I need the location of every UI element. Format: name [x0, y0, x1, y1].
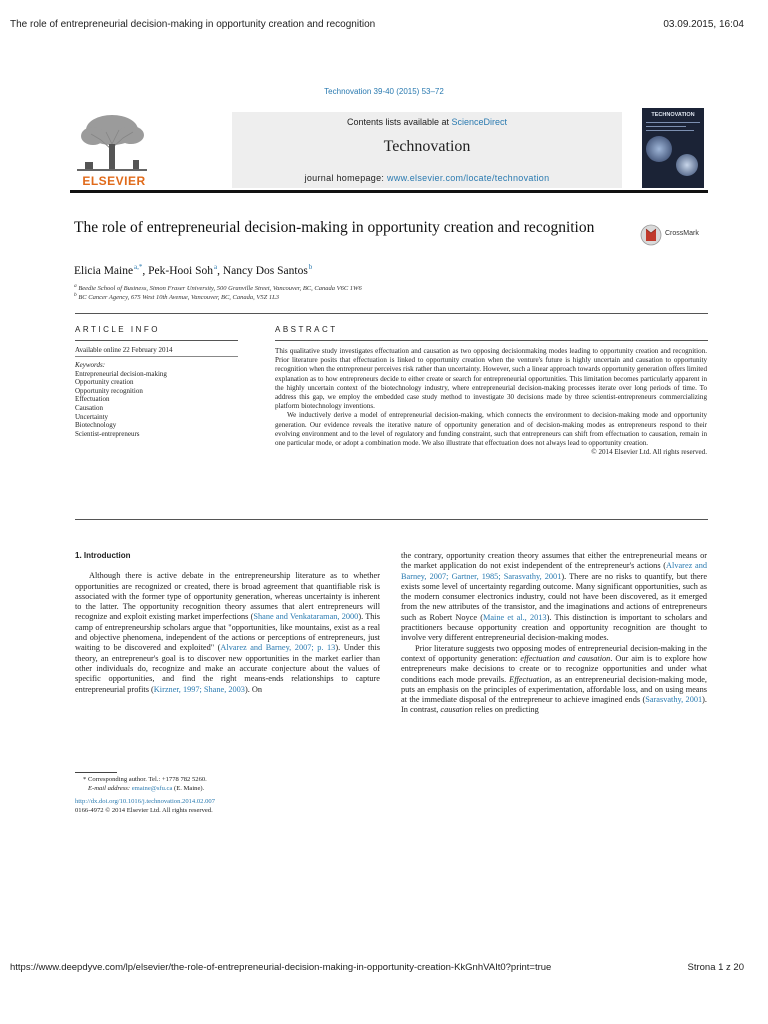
print-footer-page: Strona 1 z 20: [687, 962, 744, 973]
body-text: the contrary, opportunity creation theory assumes that either the entrepreneurial means or the market application do not exist independent of the entrepreneur's actions (: [401, 551, 707, 571]
keywords-block: [75, 361, 167, 438]
abstract-paragraph: This qualitative study investigates effectuation and causation as two opposing decisionmaking modes leading to opportunity creation and recognition. Prior literature posits that effectuation is linked to opportunity creation when the venture's future is highly uncertain and causation to opportunity recognition when the entrepreneur perceives risk rather than uncertainty. However, such a linear approach towards opportunity generation offers limited explanation as to how entrepreneurs decide to either create or search for entrepreneurial opportunities. This limitation becomes particularly apparent in the highly uncertain context of the biotechnology industry, where entrepreneurial decision-making processes iterate over long periods of time. To address this gap, we employ the embedded case study method to investigate 30 decisions made by three scientist-entrepreneurs commercializing platform biotechnology inventions.: [275, 347, 707, 411]
author-mark[interactable]: a,*: [134, 263, 143, 271]
affiliation-mark: b: [74, 292, 77, 298]
journal-reference[interactable]: Technovation 39-40 (2015) 53–72: [324, 87, 444, 96]
citation-link[interactable]: Maine et al., 2013: [483, 612, 547, 622]
print-footer-url: https://www.deepdyve.com/lp/elsevier/the-role-of-entrepreneurial-decision-making-in-opportunity-creation-KkGnhVAIt0?print=true: [10, 962, 552, 973]
body-text: Prior literature suggests two opposing modes of entrepreneurial decision-making in the context of opportunity generation:: [401, 643, 707, 663]
body-text-italic: causation: [440, 705, 473, 715]
masthead-rule: [70, 190, 708, 193]
abstract-rule: [275, 340, 708, 341]
citation-link[interactable]: Alvarez and Barney, 2007; Gartner, 1985; Sarasvathy, 2001: [401, 561, 708, 581]
body-text: relies on predicting: [472, 705, 539, 715]
affiliation-text: Beedie School of Business, Simon Fraser University, 500 Granville Street, Vancouver, BC, Canada V6C 1W6: [78, 285, 362, 293]
crossmark-badge[interactable]: [640, 224, 710, 246]
citation-link[interactable]: Alvarez and Barney, 2007; p. 13: [220, 643, 336, 653]
author-name: Elicia Maine: [74, 264, 134, 277]
body-text-italic: effectuation and causation: [520, 653, 611, 663]
corresponding-author: * Corresponding author. Tel.: +1778 782 5260.: [83, 776, 207, 783]
keyword: Causation: [75, 403, 103, 412]
citation-link[interactable]: Shane and Venkataraman, 2000: [253, 612, 359, 622]
crossmark-label: CrossMark: [665, 230, 699, 237]
crossmark-icon: [640, 224, 662, 246]
homepage-line: [232, 173, 622, 183]
abstract-text: [275, 347, 707, 457]
article-title: The role of entrepreneurial decision-making in opportunity creation and recognition: [74, 219, 595, 236]
journal-masthead: [70, 108, 708, 192]
affiliation-text: BC Cancer Agency, 675 West 10th Avenue, Vancouver, BC, Canada, V5Z 1L3: [78, 294, 279, 302]
body-text-italic: Effectuation: [509, 674, 550, 684]
keyword: Uncertainty: [75, 412, 109, 421]
publisher-wordmark: ELSEVIER: [82, 174, 146, 188]
sciencedirect-link[interactable]: ScienceDirect: [451, 117, 508, 127]
abstract-heading: ABSTRACT: [275, 325, 338, 334]
citation-link[interactable]: Kirzner, 1997; Shane, 2003: [153, 684, 245, 694]
doi-link[interactable]: http://dx.doi.org/10.1016/j.technovation.2014.02.007: [75, 798, 215, 805]
email-line: [75, 784, 380, 793]
keyword: Effectuation: [75, 395, 110, 404]
body-paragraph: [401, 644, 707, 716]
section-heading: 1. Introduction: [75, 551, 131, 560]
author-list: Elicia Maine $^{a,*}$, Pek-Hooi Soh $^a$, Nancy Dos Santos $^b$: [74, 263, 313, 277]
author-name: Pek-Hooi Soh: [148, 264, 214, 277]
print-header-title: The role of entrepreneurial decision-making in opportunity creation and recognition: [10, 19, 376, 30]
body-column-left: [75, 551, 380, 695]
abstract-bottom-rule: [75, 519, 708, 520]
body-text: . Our aim is to explore how entrepreneurs make decisions to create or to recognize opportunities and under what conditions each mode prevails.: [401, 653, 707, 684]
keywords-label: Keywords:: [75, 361, 106, 369]
article-info-rule: [75, 340, 238, 341]
journal-cover-image: [642, 108, 704, 188]
homepage-link[interactable]: www.elsevier.com/locate/technovation: [387, 173, 550, 183]
footnotes: [75, 775, 380, 815]
section-rule: [75, 313, 708, 314]
keyword: Entrepreneurial decision-making: [75, 369, 167, 378]
keyword: Opportunity recognition: [75, 386, 143, 395]
abstract-copyright: © 2014 Elsevier Ltd. All rights reserved.: [591, 448, 707, 457]
homepage-prefix: journal homepage:: [304, 173, 388, 183]
print-header-datetime: 03.09.2015, 16:04: [663, 19, 744, 30]
email-label: E-mail address:: [88, 785, 132, 792]
body-column-right: [401, 551, 707, 716]
contents-line: [232, 117, 622, 127]
body-text: ). This distinction is important to scholars and practitioners because opportunity creation and opportunity recognition are thought to involve very different entrepreneurial decision-making modes.: [401, 612, 707, 643]
journal-name: Technovation: [383, 138, 471, 155]
cover-title: TECHNOVATION: [651, 112, 695, 118]
article-info-divider: [75, 356, 238, 357]
footnote-rule: [75, 772, 117, 773]
email-link[interactable]: emaine@sfu.ca: [131, 785, 173, 792]
journal-banner: [232, 112, 622, 188]
body-text: ). On: [244, 684, 263, 694]
contents-prefix: Contents lists available at: [346, 117, 452, 127]
author-name: Nancy Dos Santos: [222, 264, 308, 277]
article-info-heading: ARTICLE INFO: [75, 325, 160, 334]
body-text: ). In contrast,: [401, 695, 707, 715]
affiliation-mark: a: [74, 283, 77, 289]
body-paragraph: [75, 571, 380, 695]
body-text: ). This camp of entrepreneurship scholars argue that "opportunities, like mountains, exist as a real and objective phenomena, independent of the actions or perceptions of entrepreneurs, just waiting to be discovered and exploited" (: [75, 612, 380, 653]
citation-link[interactable]: Sarasvathy, 2001: [645, 695, 703, 705]
available-online-date: Available online 22 February 2014: [75, 346, 173, 354]
elsevier-tree-logo: [73, 110, 151, 186]
author-mark[interactable]: b: [308, 263, 313, 271]
issn-line: 0166-4972 © 2014 Elsevier Ltd. All rights reserved.: [75, 807, 213, 814]
author-mark[interactable]: a: [213, 263, 218, 271]
keyword: Opportunity creation: [75, 378, 134, 387]
abstract-paragraph: We inductively derive a model of entrepreneurial decision-making, which connects the environment to decision-making mode and opportunity generation. Our evidence reveals the iterative nature of opportunity generation and of decision-making modes as entrepreneurs respond to their evolving environment and to the level of regulatory and funding constraint, such that entrepreneurs can shift from effectuation to causation, remain in one particular mode, or adopt a combination mode. We also illustrate that effectuation does not always lead to opportunity creation.: [275, 411, 707, 448]
body-text: , as an entrepreneurial decision-making mode, puts an emphasis on the principles of experimentation, affordable loss, and on using means at the immediate disposal of the entrepreneur to achieve imagined ends (: [401, 674, 707, 705]
keyword: Scientist-entrepreneurs: [75, 429, 140, 438]
body-paragraph: [401, 551, 707, 644]
keyword: Biotechnology: [75, 421, 117, 430]
email-suffix: (E. Maine).: [172, 785, 205, 792]
affiliation: [74, 292, 279, 301]
affiliation: [74, 283, 362, 292]
body-text: ). Under this theory, an entrepreneur's goal is to discover new opportunities in the market earlier than other individuals do, recognize and make an accurate conjecture about the values of specific opportunities, and find the right means-ends relationships to capture entrepreneurial profits (: [75, 643, 380, 694]
body-text: ). There are no risks to quantify, but there exists some level of uncertainty regarding outcome. Many significant opportunities, such as the modern consumer electronics industry, could not have been discovered, as it emerged from the new attributes of the transistor, and the imaginations and actions of entrepreneurs such as Robert Noyce (: [401, 571, 707, 622]
body-text: Although there is active debate in the entrepreneurship literature as to whether opportunities are recognized or created, there is broad agreement that quantifiable risk is associated with the former type of opportunity generation, whereas uncertainty is inherent to the latter. The opportunity recognition theory assumes that alert entrepreneurs will recognize and exploit existing market imperfections (: [75, 571, 380, 622]
